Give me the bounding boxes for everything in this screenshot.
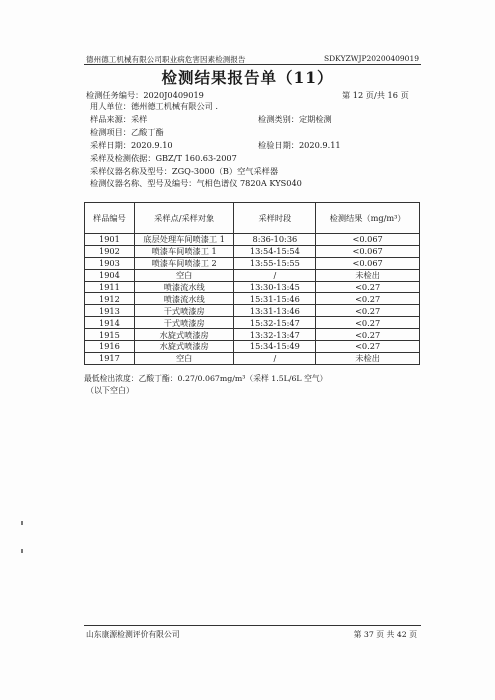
task-number: 检测任务编号：2020J0409019 [86, 90, 204, 100]
cell-result: <0.067 [316, 245, 420, 257]
footer-divider [84, 625, 421, 626]
cell-sample-no: 1902 [85, 245, 135, 257]
page-title: 检测结果报告单（11） [161, 68, 334, 87]
page-info: 第 12 页/共 16 页 [342, 90, 409, 100]
header-sampling-period: 采样时段 [234, 203, 316, 234]
cell-sampling-period: 13:55-15:55 [234, 257, 316, 269]
employer: 用人单位：德州德工机械有限公司 . [90, 101, 219, 111]
table-row [85, 257, 420, 269]
cell-sampling-period: 15:31-15:46 [234, 293, 316, 305]
cell-sampling-point: 干式喷漆房 [134, 305, 234, 317]
cell-sample-no: 1912 [85, 293, 135, 305]
test-date: 检验日期：2020.9.11 [258, 140, 341, 150]
cell-sample-no: 1911 [85, 281, 135, 293]
table-row [85, 341, 420, 353]
cell-sampling-period: 15:34-15:49 [234, 341, 316, 353]
table-row [85, 269, 420, 281]
cell-sample-no: 1901 [85, 234, 135, 246]
cell-sampling-point: 喷漆流水线 [134, 293, 234, 305]
table-header-row [85, 203, 420, 234]
scan-speck [21, 521, 23, 525]
cell-sampling-point: 喷漆车间喷漆工 2 [134, 257, 234, 269]
cell-sample-no: 1914 [85, 317, 135, 329]
cell-result: <0.27 [316, 305, 420, 317]
cell-sampling-period: / [234, 352, 316, 364]
cell-sampling-point: 底层处理车间喷漆工 1 [134, 234, 234, 246]
test-category: 检测类别：定期检测 [258, 114, 332, 124]
cell-sampling-period: / [234, 269, 316, 281]
cell-sampling-point: 喷漆车间喷漆工 1 [134, 245, 234, 257]
cell-sampling-period: 8:36-10:36 [234, 234, 316, 246]
detection-limit-note: 最低检出浓度：乙酸丁酯：0.27/0.067mg/m³（采样 1.5L/6L 空气） [84, 374, 328, 383]
cell-result: <0.27 [316, 293, 420, 305]
footer-page-number: 第 37 页 共 42 页 [353, 630, 417, 639]
cell-result: <0.067 [316, 257, 420, 269]
sampling-basis: 采样及检测依据：GBZ/T 160.63-2007 [90, 153, 237, 163]
cell-sampling-point: 干式喷漆房 [134, 317, 234, 329]
header-sample-no: 样品编号 [85, 203, 135, 234]
table-row [85, 245, 420, 257]
table-row [85, 329, 420, 341]
table-row [85, 317, 420, 329]
cell-result: 未检出 [316, 269, 420, 281]
results-table [84, 202, 420, 365]
cell-result: <0.27 [316, 281, 420, 293]
cell-result: <0.27 [316, 329, 420, 341]
instrument-info: 检测仪器名称、型号及编号：气相色谱仪 7820A KYS040 [90, 178, 302, 188]
test-item: 检测项目：乙酸丁酯 [90, 127, 164, 137]
cell-sampling-period: 15:32-15:47 [234, 317, 316, 329]
header-sampling-point: 采样点/采样对象 [134, 203, 234, 234]
header-report-number: SDKYZWJP20200409019 [324, 54, 419, 63]
cell-sampling-period: 13:30-13:45 [234, 281, 316, 293]
blank-below-note: （以下空白） [86, 386, 134, 395]
scan-speck [21, 549, 23, 553]
cell-result: <0.27 [316, 341, 420, 353]
header-divider [84, 64, 421, 65]
cell-sample-no: 1915 [85, 329, 135, 341]
cell-result: <0.27 [316, 317, 420, 329]
table-row [85, 305, 420, 317]
sample-source: 样品来源：采样 [90, 114, 148, 124]
cell-sample-no: 1904 [85, 269, 135, 281]
header-result: 检测结果（mg/m³） [316, 203, 420, 234]
table-row [85, 281, 420, 293]
cell-sampling-point: 水旋式喷漆房 [134, 329, 234, 341]
table-row [85, 352, 420, 364]
cell-sample-no: 1916 [85, 341, 135, 353]
cell-sampling-point: 喷漆流水线 [134, 281, 234, 293]
cell-sampling-period: 13:32-13:47 [234, 329, 316, 341]
sampler-model: 采样仪器名称及型号：ZGQ-3000（B）空气采样器 [90, 166, 279, 176]
table-row [85, 234, 420, 246]
cell-sampling-point: 空白 [134, 269, 234, 281]
sampling-date: 采样日期：2020.9.10 [90, 140, 173, 150]
cell-result: 未检出 [316, 352, 420, 364]
cell-sampling-point: 空白 [134, 352, 234, 364]
cell-result: <0.067 [316, 234, 420, 246]
cell-sample-no: 1913 [85, 305, 135, 317]
cell-sampling-period: 13:54-15:54 [234, 245, 316, 257]
header-company-report: 德州德工机械有限公司职业病危害因素检测报告 [86, 55, 246, 64]
footer-company: 山东康源检测评价有限公司 [86, 630, 180, 639]
cell-sampling-period: 13:31-13:46 [234, 305, 316, 317]
table-row [85, 293, 420, 305]
cell-sample-no: 1917 [85, 352, 135, 364]
cell-sampling-point: 水旋式喷漆房 [134, 341, 234, 353]
cell-sample-no: 1903 [85, 257, 135, 269]
